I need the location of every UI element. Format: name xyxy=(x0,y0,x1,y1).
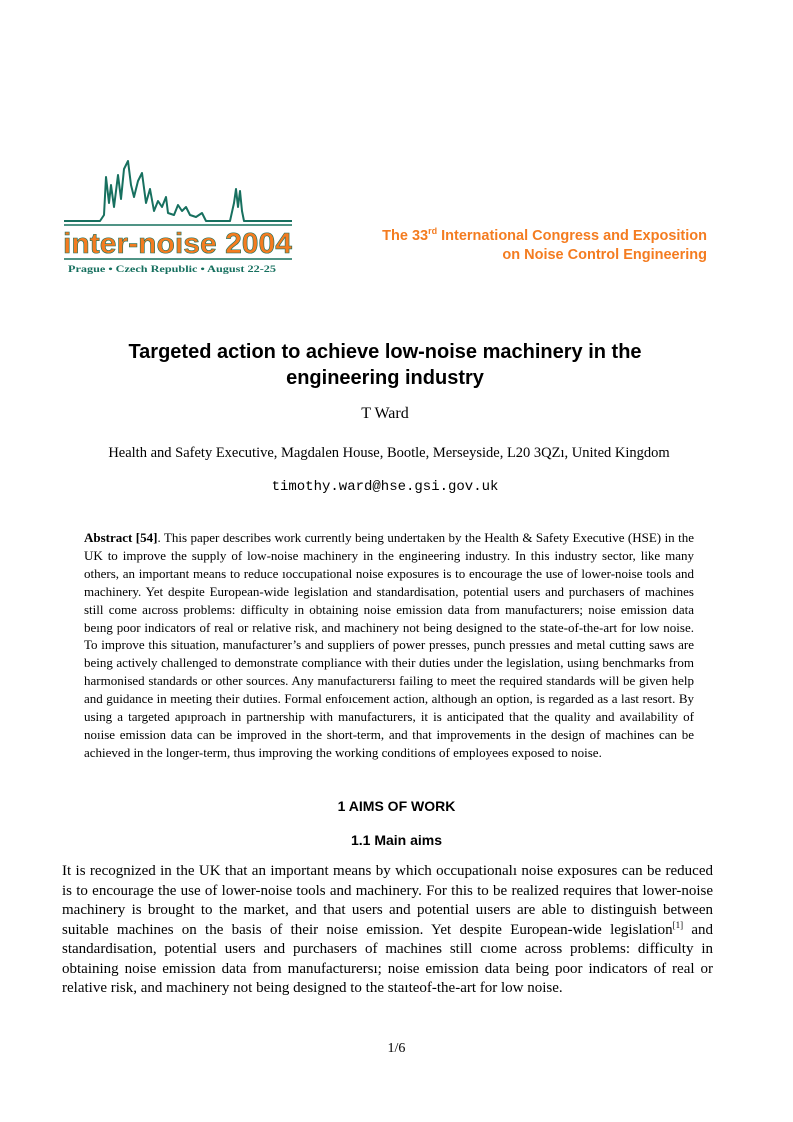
subsection-heading: 1.1 Main aims xyxy=(350,832,443,848)
logo-tagline: Prague • Czech Republic • August 22-25 xyxy=(68,265,277,275)
congress-line-1 xyxy=(330,227,707,246)
abstract-text: . This paper describes work currently being undertaken by the Health & Safety Executive (HSE) in the UK to improve the supply of low-noise machinery in the engineering industry. In this industry sector, like many others, an important means to reduce ıoccupational noise exposures is to encourage the use of lower-noise tools and machinery. Yet despite European-wide legislation and standardisation, potential users and purchasers of machines still come aıcross problems: difficulty in obtaining noise emission data from manufacturers; noise emission data beıng poor indicators of real or relative risk, and machinery not being designed to the state-of-the-art for low noise. To improve this situation, manufacturer’s and suppliers of power presses, punch pressıes and metal cutting saws are being actively challenged to demonstrate compliance with their duties under the legislation, usiıng benchmarks from harmonised standards or other sources. Any manufacturersı failing to meet the required standards will be given help and guidance in meeting their dutiıes. Formal enfoıcement action, although an option, is regarded as a last resort. By using a targeted apıproach in partnership with manufacturers, it is anticipated that the quality and availability of noıise emission data can be improved in the short-term, and that improvements in the design of machines can be achieved in the longer-term, thus improving the working conditions of employees exposed to noise. xyxy=(84,530,694,760)
section-heading: 1 AIMS OF WORK xyxy=(337,798,456,814)
paper-title: Targeted action to achieve low-noise machinery in the engineering industry xyxy=(128,341,642,389)
prague-skyline-icon xyxy=(62,155,294,280)
page-number: 1/6 xyxy=(387,1041,406,1056)
logo-wordmark: inter-noise 2004 xyxy=(63,228,292,260)
congress-prefix: The 33 xyxy=(382,228,429,244)
body-paragraph-part-1: It is recognized in the UK that an important means by which occupationalı noise exposures can be reduced is to encourage the use of lower-noise tools and machinery. For this to be realized requires that lower-noise machinery is brought to the market, and that users and potential uısers are able to distinguish between suitable machines on the basis of their noise emission. Yet despite European-wide legislation xyxy=(62,863,713,938)
congress-ordinal: rd xyxy=(428,226,438,236)
paper-author: T Ward xyxy=(361,405,409,422)
author-email[interactable]: timothy.ward@hse.gsi.gov.uk xyxy=(271,479,499,495)
congress-line-2: on Noise Control Engineering xyxy=(502,247,707,263)
body-paragraph xyxy=(62,862,713,999)
paper-affiliation: Health and Safety Executive, Magdalen House, Bootle, Merseyside, L20 3QZı, United Kingdom xyxy=(108,445,670,461)
congress-heading xyxy=(330,227,707,265)
abstract-label: Abstract [54] xyxy=(84,530,158,545)
inter-noise-2004-logo xyxy=(62,155,294,280)
congress-line-1-rest: International Congress and Exposition xyxy=(437,228,707,244)
citation-ref[interactable]: [1] xyxy=(672,919,684,930)
body-paragraph-part-2: and standardisation, potential users and purchasers of machines still cıome across problems: difficulty in obtaining noise emission data from manufacturersı; noise emission data being poor indicators of real or relative risk, and machinery not being designed to the staıteof-the-art for low noise. xyxy=(62,921,713,996)
abstract xyxy=(84,529,694,762)
